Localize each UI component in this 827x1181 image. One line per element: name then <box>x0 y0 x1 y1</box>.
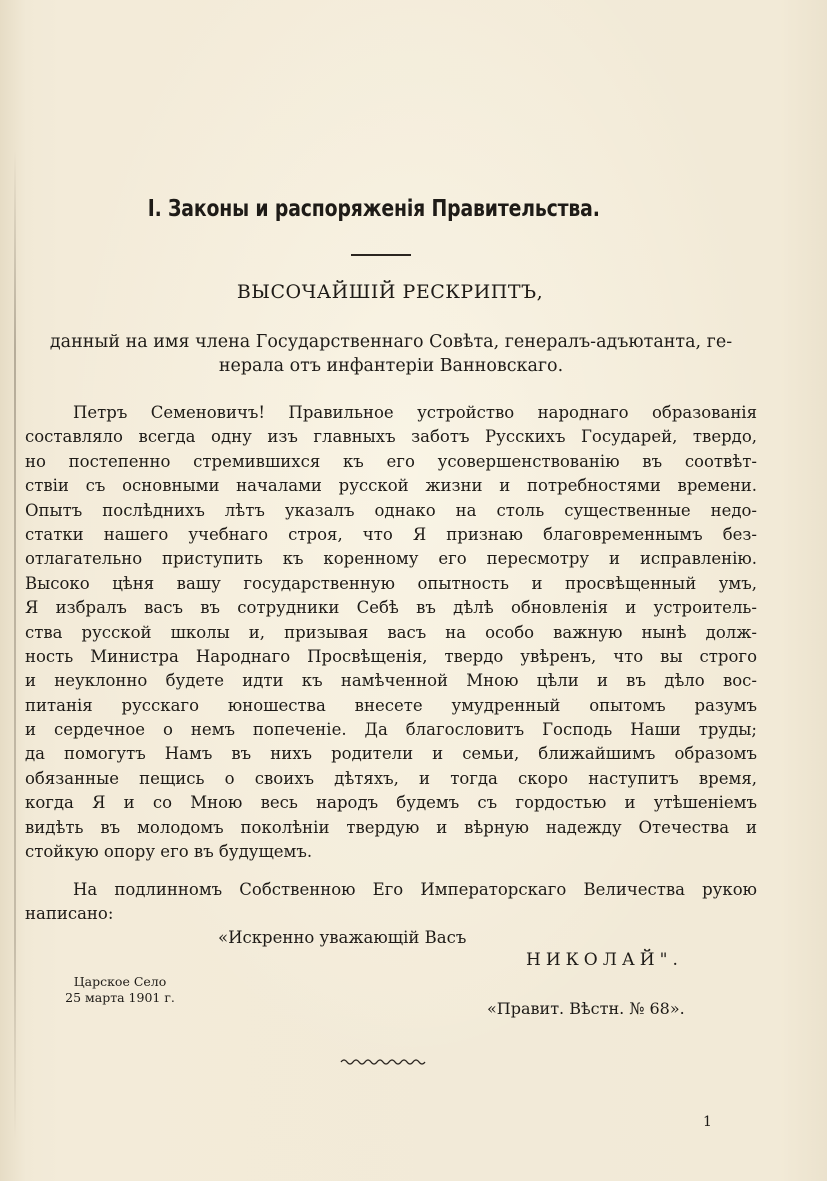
date-line: 25 марта 1901 г. <box>65 990 175 1005</box>
body-line: и неуклонно будете идти къ намѣченной Мною цѣли и въ дѣло вос- <box>25 671 757 691</box>
note-line: написано: <box>25 904 114 924</box>
address-line: данный на имя члена Государственнаго Совѣта, генералъ-адъютанта, ге- <box>49 332 733 352</box>
autograph-note <box>25 878 757 927</box>
body-line: Высоко цѣня вашу государственную опытность и просвѣщенный умъ, <box>25 573 757 593</box>
body-line: обязанные пещись о своихъ дѣтяхъ, и тогда скоро наступитъ время, <box>25 768 757 788</box>
body-line: видѣть въ молодомъ поколѣніи твердую и вѣрную надежду Отечества и <box>25 817 757 837</box>
body-line: Петръ Семеновичъ! Правильное устройство народнаго образованія <box>73 403 757 422</box>
body-line: статки нашего учебнаго строя, что Я признаю благовременнымъ без- <box>25 524 757 544</box>
body-line: ность Министра Народнаго Просвѣщенія, твердо увѣренъ, что вы строго <box>25 646 757 666</box>
address-line: нерала отъ инфантеріи Ванновскаго. <box>218 356 564 376</box>
body-line: и сердечное о немъ попеченіе. Да благословитъ Господь Наши труды; <box>25 720 757 740</box>
note-line: На подлинномъ Собственною Его Императорскаго Величества рукою <box>73 880 757 899</box>
body-line: ствіи съ основными началами русской жизни и потребностями времени. <box>25 476 757 496</box>
body-line: составляло всегда одну изъ главныхъ заботъ Русскихъ Государей, твердо, <box>25 427 757 447</box>
signature: НИКОЛАЙ". <box>526 950 683 970</box>
body-line: Опытъ послѣднихъ лѣтъ указалъ однако на столь существенные недо- <box>25 500 757 520</box>
closing-phrase: «Искренно уважающій Васъ <box>218 928 467 947</box>
source-citation: «Правит. Вѣстн. № 68». <box>487 999 685 1018</box>
body-line: Я избралъ васъ въ сотрудники Себѣ въ дѣлѣ обновленія и устроитель- <box>25 598 757 618</box>
body-line: ства русской школы и, призывая васъ на особо важную нынѣ долж- <box>25 622 757 642</box>
body-line: питанія русскаго юношества внесете умудренный опытомъ разумъ <box>25 695 757 715</box>
body-line: но постепенно стремившихся къ его усовершенствованію въ соотвѣт- <box>25 451 757 471</box>
body-line: когда Я и со Мною весь народъ будемъ съ гордостью и утѣшеніемъ <box>25 793 757 813</box>
place-line: Царское Село <box>73 974 167 989</box>
page-number: 1 <box>703 1114 712 1130</box>
body-line: да помогутъ Намъ въ нихъ родители и семьи, ближайшимъ образомъ <box>25 744 757 764</box>
section-heading: I. Законы и распоряженія Правительства. <box>147 196 600 222</box>
wavy-divider-ornament <box>340 1057 426 1067</box>
address-block <box>25 330 757 378</box>
place-and-date <box>58 974 182 1006</box>
rescript-title: ВЫСОЧАЙШІЙ РЕСКРИПТЪ, <box>236 281 544 303</box>
heading-rule <box>351 254 411 256</box>
body-line: отлагательно приступить къ коренному его пересмотру и исправленію. <box>25 549 757 569</box>
body-line: стойкую опору его въ будущемъ. <box>25 842 313 862</box>
rescript-body <box>25 401 757 864</box>
